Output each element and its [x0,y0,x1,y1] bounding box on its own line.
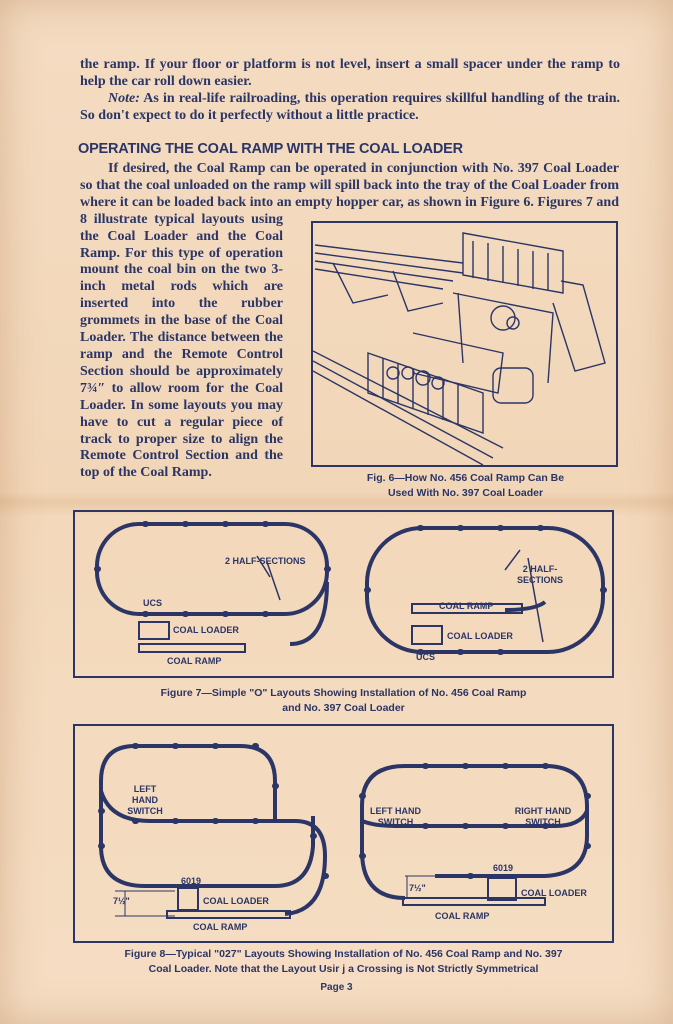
label-half-sections-left: 2 HALF-SECTIONS [225,556,306,566]
figure-7-track-diagram [75,512,612,676]
figure-6-caption-line-2: Used With No. 397 Coal Loader [387,487,544,499]
figure-6-illustration [311,221,618,467]
label-ucs-right: UCS [416,652,436,662]
label-coal-ramp-left-8: COAL RAMP [193,922,248,932]
note-label: Note: [108,90,140,106]
label-coal-ramp-left: COAL RAMP [167,656,222,666]
figure-8-track-diagram [75,726,612,941]
label-6019-right: 6019 [493,863,514,873]
figure-6 [295,221,620,503]
figure-6-caption-line-1: Fig. 6—How No. 456 Coal Ramp Can Be [366,472,565,484]
section-body [80,161,620,503]
section-heading: OPERATING THE COAL RAMP WITH THE COAL LOADER [78,141,463,157]
label-ucs-left: UCS [143,598,163,608]
page-number: Page 3 [320,982,353,993]
figure-7-caption-line-1: Figure 7—Simple "O" Layouts Showing Installation of No. 456 Coal Ramp [160,687,527,699]
label-distance-right: 7½" [409,883,426,893]
label-coal-loader-right: COAL LOADER [447,631,513,641]
figure-7-caption [73,686,614,716]
figure-7-caption-line-2: and No. 397 Coal Loader [282,702,405,714]
label-coal-ramp-right: COAL RAMP [439,601,494,611]
note-text: As in real-life railroading, this operation requires skillful handling of the train. So don't expect to do it perfectly without a little practice. [80,90,620,123]
figure-8-caption [73,947,614,977]
coal-ramp-illustration [313,223,616,465]
figure-8 [73,724,614,943]
label-6019-left: 6019 [181,876,202,886]
label-distance-left: 7½" [113,896,130,906]
figure-7 [73,510,614,678]
figure-8-caption-line-1: Figure 8—Typical "027" Layouts Showing Installation of No. 456 Coal Ramp and No. 397 [124,948,563,960]
label-right-hand-switch: RIGHT HAND SWITCH [514,806,572,827]
paragraph-coal-loader: If desired, the Coal Ramp can be operated in conjunction with No. 397 Coal Loader so that the coal unloaded on the ramp will spill back into the tray of the Coal Loader from where it can be loaded back into an empty hopper car, as shown in Figure 6. Figures 7 and 8 illustrate typical layouts using the Coal Loader and the Coal Ramp. For this type of operation mount the coal bin on the two 3-inch metal rods which are inserted into the rubber grommets in the base of the Coal Loader. The distance between the ramp and the Remote Control Section should be approximately 7¾″ to allow room for the Coal Loader. In some layouts you may have to cut a regular piece of track to proper size to align the Remote Control Section and the top of the Coal Ramp. [80,161,619,481]
label-left-hand-switch-right: LEFT HAND SWITCH [370,806,421,827]
paragraph-ramp: the ramp. If your floor or platform is not level, insert a small spacer under the ramp to help the car roll down easier. [80,57,620,89]
intro-text [80,57,620,125]
label-coal-ramp-right-8: COAL RAMP [435,911,490,921]
label-coal-loader-right-8: COAL LOADER [521,888,587,898]
figure-6-caption [311,471,620,501]
label-half-sections-right: 2 HALF-SECTIONS [516,564,563,585]
label-left-hand-switch-left: LEFT HAND SWITCH [127,784,163,816]
paragraph-note [80,91,620,125]
label-coal-loader-left-8: COAL LOADER [203,896,269,906]
label-coal-loader-left: COAL LOADER [173,625,239,635]
figure-8-caption-line-2: Coal Loader. Note that the Layout Usir j a Crossing is Not Strictly Symmetrical [148,963,539,975]
